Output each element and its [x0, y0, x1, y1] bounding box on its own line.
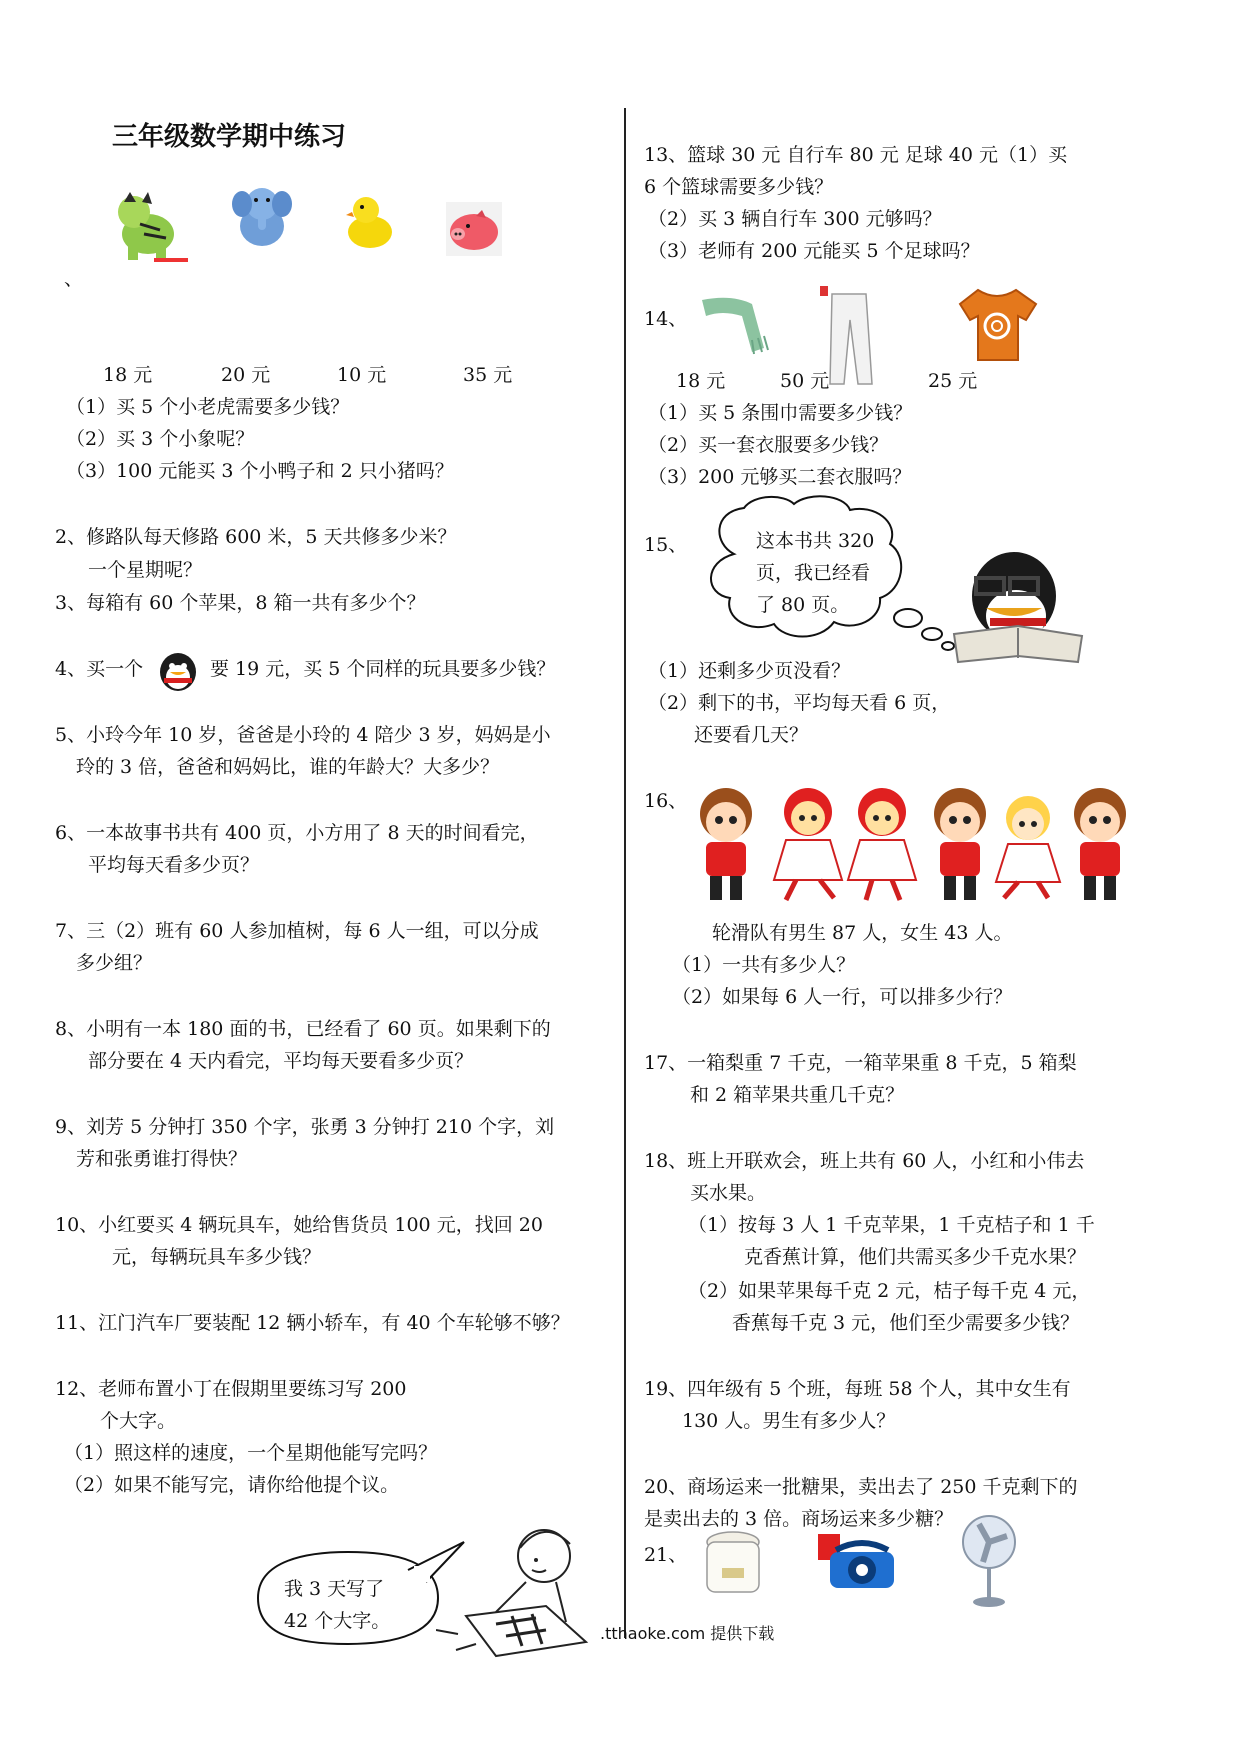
- q18-part1-cont: 克香蕉计算，他们共需买多少千克水果？: [744, 1246, 1087, 1268]
- pig-price: 35 元: [463, 364, 513, 386]
- q6-line1: 6、一本故事书共有 400 页，小方用了 8 天的时间看完，: [55, 822, 539, 844]
- q12-line1: 12、老师布置小丁在假期里要练习写 200: [55, 1378, 407, 1400]
- q20-line1: 20、商场运来一批糖果，卖出去了 250 千克剩下的: [644, 1476, 1078, 1498]
- q16-part1: （1）一共有多少人？: [672, 954, 856, 976]
- elephant-price: 20 元: [221, 364, 271, 386]
- q10-line1: 10、小红要买 4 辆玩具车，她给售货员 100 元，找回 20: [55, 1214, 543, 1236]
- q16-part2: （2）如果每 6 人一行，可以排多少行？: [672, 986, 1013, 1008]
- electric-fan-image: [958, 1512, 1020, 1610]
- q18-part1: （1）按每 3 人 1 千克苹果，1 千克桔子和 1 千: [688, 1214, 1095, 1236]
- column-divider: [624, 108, 626, 1638]
- telephone-image: [816, 1530, 898, 1594]
- q16-statement: 轮滑队有男生 87 人，女生 43 人。: [712, 922, 1013, 944]
- trousers-price: 50 元: [780, 370, 830, 392]
- duck-toy-image: [346, 192, 394, 250]
- q1-part2: （2）买 3 个小象呢？: [66, 428, 255, 450]
- q6-line2: 平均每天看多少页？: [88, 854, 260, 876]
- q14-part1: （1）买 5 条围巾需要多少钱？: [648, 402, 913, 424]
- boy-writing-drawing: [436, 1520, 606, 1666]
- pig-toy-image: [446, 202, 502, 256]
- q18-line2: 买水果。: [690, 1182, 767, 1204]
- q13-part3: （3）老师有 200 元能买 5 个足球吗？: [648, 240, 980, 262]
- q1-part1: （1）买 5 个小老虎需要多少钱？: [66, 396, 350, 418]
- bubble12-line2: 42 个大字。: [284, 1610, 391, 1632]
- bubble15-line2: 页，我已经看: [756, 562, 871, 584]
- q14-part2: （2）买一套衣服要多少钱？: [648, 434, 889, 456]
- q14-part3: （3）200 元够买二套衣服吗？: [648, 466, 912, 488]
- q18-part2-cont: 香蕉每千克 3 元，他们至少需要多少钱？: [732, 1312, 1080, 1334]
- penguin-toy-image: [152, 650, 206, 692]
- page-title: 三年级数学期中练习: [112, 122, 347, 152]
- bubble12-line1: 我 3 天写了: [284, 1578, 385, 1600]
- q13-line2: 6 个篮球需要多少钱？: [644, 176, 834, 198]
- q2-line2: 一个星期呢？: [88, 559, 203, 581]
- tiger-toy-image: [104, 184, 188, 264]
- q9-line1: 9、刘芳 5 分钟打 350 个字，张勇 3 分钟打 210 个字，刘: [55, 1116, 555, 1138]
- q15-part1: （1）还剩多少页没看？: [648, 660, 851, 682]
- rice-cooker-image: [702, 1528, 764, 1600]
- q10-line2: 元，每辆玩具车多少钱？: [112, 1246, 322, 1268]
- scarf-image: [692, 290, 772, 356]
- q9-line2: 芳和张勇谁打得快？: [76, 1148, 248, 1170]
- q17-line1: 17、一箱梨重 7 千克，一箱苹果重 8 千克，5 箱梨: [644, 1052, 1077, 1074]
- tshirt-price: 25 元: [928, 370, 978, 392]
- q14-label: 14、: [644, 308, 688, 330]
- q7-line1: 7、三（2）班有 60 人参加植树，每 6 人一组，可以分成: [55, 920, 539, 942]
- q11: 11、江门汽车厂要装配 12 辆小轿车，有 40 个车轮够不够？: [55, 1312, 570, 1334]
- q12-part1: （1）照这样的速度，一个星期他能写完吗？: [64, 1442, 438, 1464]
- q21-label: 21、: [644, 1544, 688, 1566]
- bubble15-line2b: 了 80 页。: [756, 594, 850, 616]
- q15-part2: （2）剩下的书，平均每天看 6 页，: [648, 692, 951, 714]
- q15-part2-cont: 还要看几天？: [694, 724, 809, 746]
- q12-part2: （2）如果不能写完，请你给他提个议。: [64, 1474, 400, 1496]
- q16-label: 16、: [644, 790, 688, 812]
- q5-line2: 玲的 3 倍，爸爸和妈妈比，谁的年龄大？大多少？: [76, 756, 500, 778]
- q19-line2: 130 人。男生有多少人？: [682, 1410, 896, 1432]
- duck-price: 10 元: [337, 364, 387, 386]
- elephant-toy-image: [226, 178, 298, 250]
- q1-part3: （3）100 元能买 3 个小鸭子和 2 只小猪吗？: [66, 460, 454, 482]
- penguin-reading-image: [946, 548, 1086, 666]
- scarf-price: 18 元: [676, 370, 726, 392]
- q3: 3、每箱有 60 个苹果，8 箱一共有多少个？: [55, 592, 426, 614]
- tshirt-image: [956, 286, 1038, 362]
- q13-line1: 13、篮球 30 元 自行车 80 元 足球 40 元（1）买: [644, 144, 1068, 166]
- tiger-price: 18 元: [103, 364, 153, 386]
- q18-line1: 18、班上开联欢会，班上共有 60 人，小红和小伟去: [644, 1150, 1085, 1172]
- q12-line2: 个大字。: [100, 1410, 177, 1432]
- q20-line2: 是卖出去的 3 倍。商场运来多少糖？: [644, 1508, 954, 1530]
- q2-line1: 2、修路队每天修路 600 米，5 天共修多少米？: [55, 526, 457, 548]
- q13-part2: （2）买 3 辆自行车 300 元够吗？: [648, 208, 942, 230]
- q8-line1: 8、小明有一本 180 面的书，已经看了 60 页。如果剩下的: [55, 1018, 551, 1040]
- q4-text-end: 要 19 元，买 5 个同样的玩具要多少钱？: [210, 658, 556, 680]
- q19-line1: 19、四年级有 5 个班，每班 58 个人，其中女生有: [644, 1378, 1071, 1400]
- stray-mark: 、: [64, 268, 84, 290]
- q8-line2: 部分要在 4 天内看完，平均每天要看多少页？: [88, 1050, 474, 1072]
- footer-source: .tthaoke.com 提供下载: [600, 1624, 775, 1643]
- bubble15-line1: 这本书共 320: [756, 530, 875, 552]
- skaters-image: [692, 784, 1132, 908]
- q15-label: 15、: [644, 534, 688, 556]
- q4-text-start: 4、买一个: [55, 658, 144, 680]
- q7-line2: 多少组？: [76, 952, 153, 974]
- q18-part2: （2）如果苹果每千克 2 元，桔子每千克 4 元，: [688, 1280, 1091, 1302]
- q17-line2: 和 2 箱苹果共重几千克？: [690, 1084, 905, 1106]
- q5-line1: 5、小玲今年 10 岁，爸爸是小玲的 4 陪少 3 岁，妈妈是小: [55, 724, 551, 746]
